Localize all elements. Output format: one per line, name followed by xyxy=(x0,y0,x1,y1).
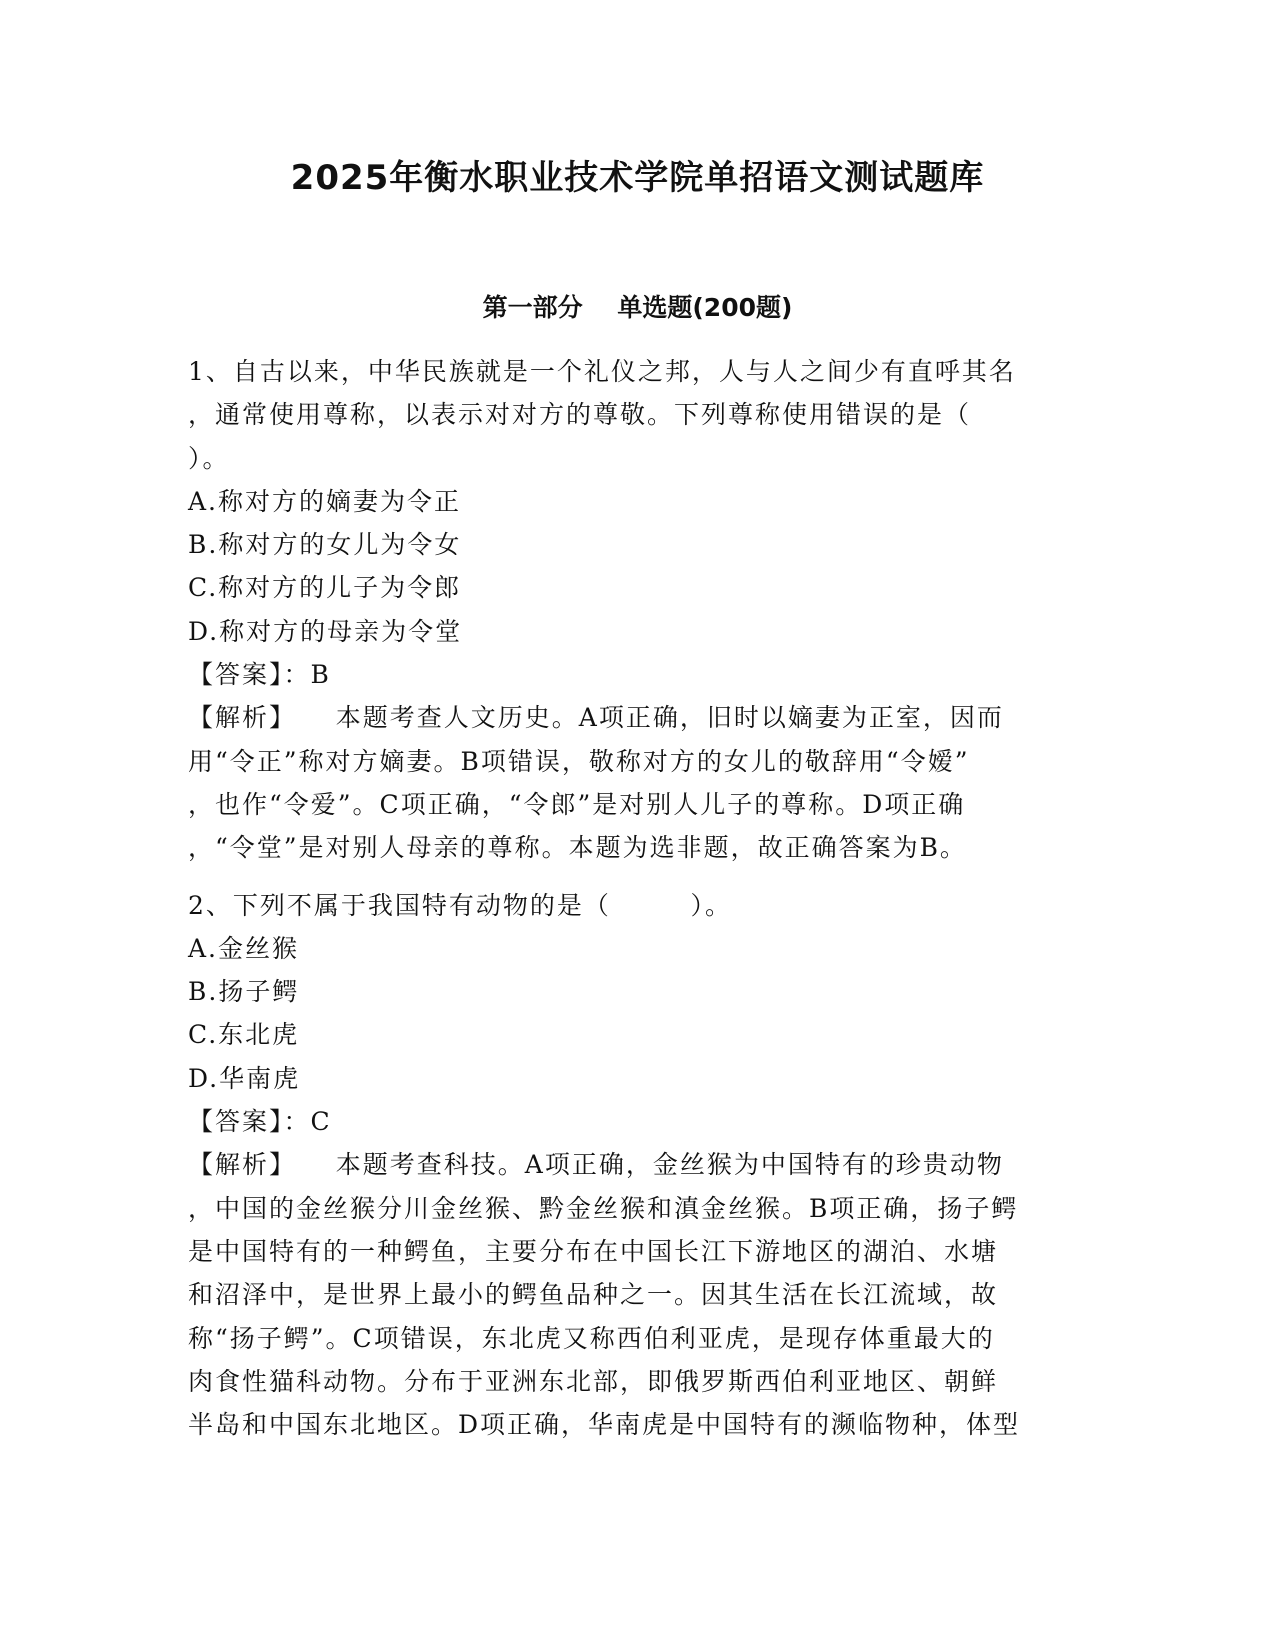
option-a: A.金丝猴 xyxy=(188,933,300,963)
analysis-line: ，“令堂”是对别人母亲的尊称。本题为选非题，故正确答案为B。 xyxy=(188,833,967,863)
analysis-line: 【解析】 本题考查科技。A项正确，金丝猴为中国特有的珍贵动物 xyxy=(188,1150,1004,1180)
analysis-line: ，也作“令爱”。C项正确，“令郎”是对别人儿子的尊称。D项正确 xyxy=(188,789,966,819)
question-stem-line: 2、下列不属于我国特有动物的是（ ）。 xyxy=(188,890,732,920)
option-b: B.称对方的女儿为令女 xyxy=(188,530,462,560)
option-b: B.扬子鳄 xyxy=(188,977,300,1007)
answer-line: 【答案】：C xyxy=(188,1107,332,1137)
option-c: C.东北虎 xyxy=(188,1020,300,1050)
analysis-line: ，中国的金丝猴分川金丝猴、黔金丝猴和滇金丝猴。B项正确，扬子鳄 xyxy=(188,1193,1019,1223)
analysis-line: 用“令正”称对方嫡妻。B项错误，敬称对方的女儿的敬辞用“令嫒” xyxy=(188,746,970,776)
analysis-line: 肉食性猫科动物。分布于亚洲东北部，即俄罗斯西伯利亚地区、朝鲜 xyxy=(188,1366,999,1396)
answer-line: 【答案】：B xyxy=(188,660,331,690)
analysis-line: 和沼泽中，是世界上最小的鳄鱼品种之一。因其生活在长江流域，故 xyxy=(188,1280,999,1310)
question-list xyxy=(188,350,1088,1446)
analysis-line: 称“扬子鳄”。C项错误，东北虎又称西伯利亚虎，是现存体重最大的 xyxy=(188,1323,995,1353)
option-a: A.称对方的嫡妻为令正 xyxy=(188,486,462,516)
option-d: D.称对方的母亲为令堂 xyxy=(188,616,463,646)
analysis-line: 半岛和中国东北地区。D项正确，华南虎是中国特有的濒临物种，体型 xyxy=(188,1410,1021,1440)
question-item xyxy=(188,350,1088,870)
question-stem-line: 1、自古以来，中华民族就是一个礼仪之邦，人与人之间少有直呼其名 xyxy=(188,357,1016,386)
option-c: C.称对方的儿子为令郎 xyxy=(188,573,462,603)
analysis-line: 【解析】 本题考查人文历史。A项正确，旧时以嫡妻为正室，因而 xyxy=(188,703,1004,733)
question-stem-line: ）。 xyxy=(188,443,230,473)
analysis-line: 是中国特有的一种鳄鱼，主要分布在中国长江下游地区的湖泊、水塘 xyxy=(188,1236,999,1266)
question-item xyxy=(188,884,1088,1447)
option-d: D.华南虎 xyxy=(188,1063,301,1093)
document-title: 2025年衡水职业技术学院单招语文测试题库 xyxy=(290,158,985,198)
section-heading: 第一部分 单选题(200题) xyxy=(482,293,793,322)
question-spacer xyxy=(188,870,1088,884)
question-stem-line: ，通常使用尊称，以表示对对方的尊敬。下列尊称使用错误的是（ xyxy=(188,400,972,430)
